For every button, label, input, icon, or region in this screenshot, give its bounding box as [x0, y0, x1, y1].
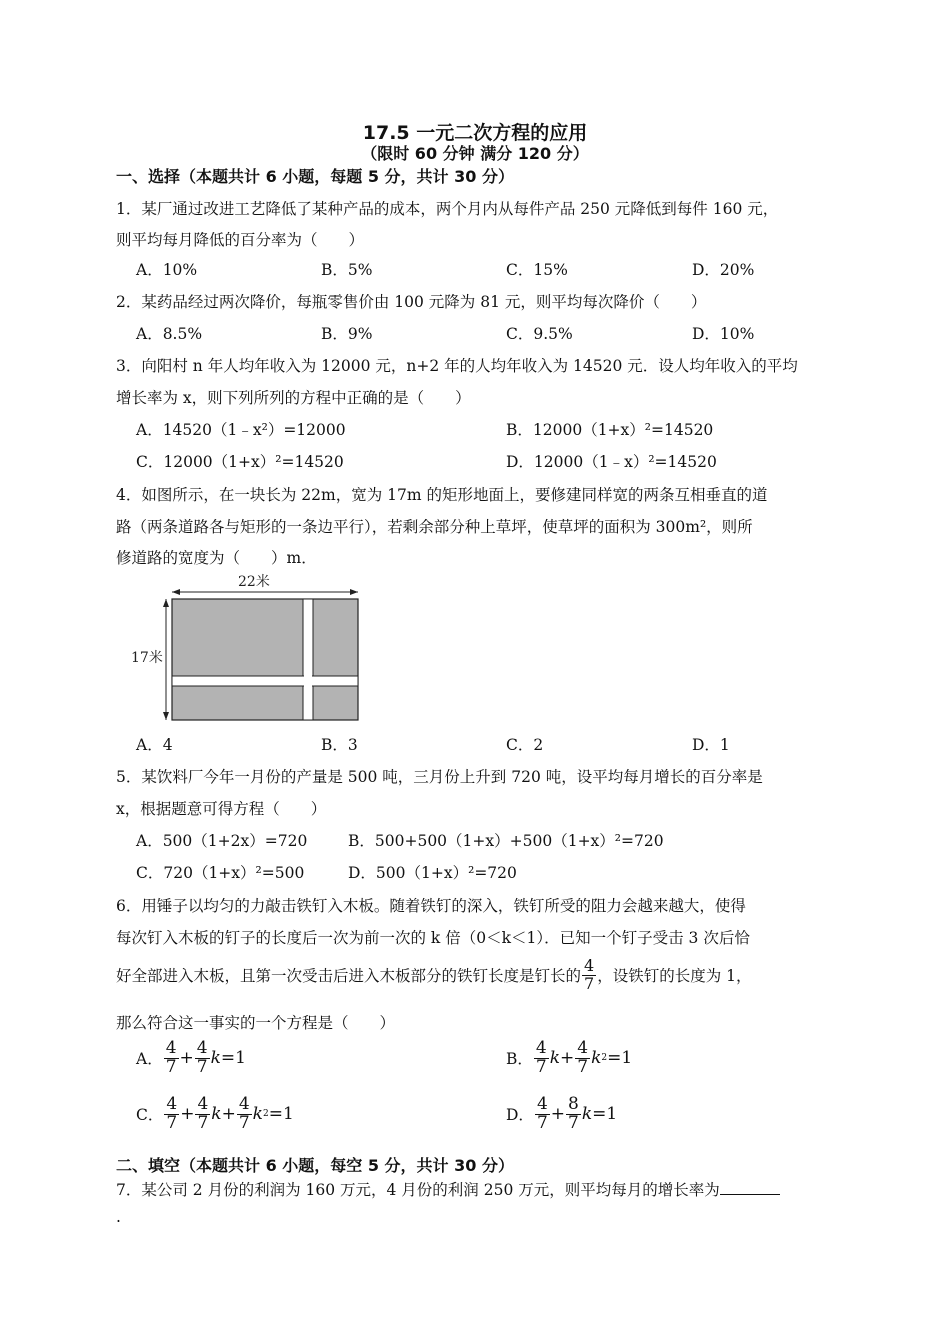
- q7-text-line1: [116, 1178, 836, 1200]
- q4-text-line3: 修道路的宽度为（ ）m．: [116, 549, 317, 567]
- q1-option-b[interactable]: B．5%: [321, 261, 373, 279]
- road-intersection: [304, 675, 312, 687]
- q5-option-d[interactable]: D．500（1+x）²=720: [348, 864, 517, 882]
- frac-den: 7: [238, 1112, 250, 1133]
- q4-option-a[interactable]: A．4: [136, 736, 173, 754]
- var-k: k: [549, 1048, 561, 1069]
- q6-text-line3: [116, 955, 836, 995]
- q3-option-d[interactable]: D．12000（1﹣x）²=14520: [506, 453, 717, 471]
- q2-option-a[interactable]: A．8.5%: [136, 325, 203, 343]
- q7-text-line2: .: [116, 1208, 121, 1226]
- field-rect: [172, 599, 358, 720]
- q6-line3-start: 好全部进入木板，且第一次受击后进入木板部分的铁钉长度是钉长的: [116, 967, 582, 985]
- frac-den: 7: [166, 1112, 178, 1133]
- q7-text: 7．某公司 2 月份的利润为 160 万元，4 月份的利润 250 万元，则平均每月的增长率为: [116, 1181, 720, 1199]
- equals-one: =1: [607, 1048, 633, 1069]
- q5-text-line2: x，根据题意可得方程（ ）: [116, 800, 327, 818]
- q5-text-line1: 5．某饮料厂今年一月份的产量是 500 吨，三月份上升到 720 吨，设平均每月增长的百分率是: [116, 768, 763, 786]
- frac-den: 7: [196, 1056, 208, 1077]
- q6-option-b-label: B．: [506, 1050, 533, 1069]
- horizontal-road: [172, 676, 358, 686]
- q3-option-b[interactable]: B．12000（1+x）²=14520: [506, 421, 714, 439]
- q2-option-b[interactable]: B．9%: [321, 325, 373, 343]
- width-arrow-right: [350, 589, 358, 595]
- q6-text-line4: 那么符合这一事实的一个方程是（ ）: [116, 1014, 396, 1032]
- frac: [534, 1040, 549, 1077]
- q7-answer-blank[interactable]: [720, 1180, 780, 1195]
- q4-option-c[interactable]: C．2: [506, 736, 544, 754]
- q6-option-a[interactable]: [136, 1040, 246, 1077]
- frac-den: 7: [165, 1056, 177, 1077]
- var-k: k: [211, 1104, 222, 1125]
- q2-option-c[interactable]: C．9.5%: [506, 325, 573, 343]
- var-k: k: [591, 1048, 602, 1069]
- frac-den: 7: [568, 1112, 579, 1133]
- frac: [575, 1040, 590, 1077]
- frac-num: 8: [568, 1094, 579, 1114]
- q3-option-a[interactable]: A．14520（1﹣x²）=12000: [136, 421, 346, 439]
- q2-text-line1: 2．某药品经过两次降价，每瓶零售价由 100 元降为 81 元，则平均每次降价（ ）: [116, 293, 707, 311]
- q1-option-a[interactable]: A．10%: [136, 261, 198, 279]
- q6-line3-end: ，设铁钉的长度为 1，: [597, 967, 752, 985]
- q6-option-c-label: C．: [136, 1106, 164, 1125]
- q3-text-line2: 增长率为 x，则下列所列的方程中正确的是（ ）: [116, 389, 471, 407]
- q6-fraction-4-7: [582, 955, 596, 993]
- vertical-road: [303, 599, 313, 720]
- frac-den: 7: [536, 1112, 548, 1133]
- var-k: k: [210, 1048, 221, 1069]
- frac-den: 7: [535, 1056, 547, 1077]
- frac-num: 4: [197, 1094, 209, 1114]
- equals-one: =1: [592, 1104, 618, 1125]
- q1-text-line1: 1．某厂通过改进工艺降低了某种产品的成本，两个月内从每件产品 250 元降低到每件 160 元，: [116, 200, 779, 218]
- q1-option-d[interactable]: D．20%: [692, 261, 755, 279]
- frac-num: 4: [166, 1094, 178, 1114]
- plus-sign: +: [221, 1104, 236, 1125]
- q2-option-d[interactable]: D．10%: [692, 325, 755, 343]
- exponent-2: 2: [601, 1053, 608, 1064]
- frac-num: 4: [165, 1038, 177, 1058]
- frac-den: 7: [197, 1112, 209, 1133]
- frac: [195, 1040, 210, 1077]
- frac-num: 4: [577, 1038, 589, 1058]
- plus-sign: +: [560, 1048, 575, 1069]
- frac-num: 4: [238, 1094, 250, 1114]
- frac-den: 7: [577, 1056, 589, 1077]
- q6-text-line2: 每次钉入木板的钉子的长度后一次为前一次的 k 倍（0＜k＜1）．已知一个钉子受击 3 次后恰: [116, 929, 750, 947]
- height-arrow-top: [163, 599, 169, 607]
- height-label: 17米: [131, 650, 163, 666]
- q6-option-d-label: D．: [506, 1106, 534, 1125]
- q3-option-c[interactable]: C．12000（1+x）²=14520: [136, 453, 344, 471]
- q1-text-line2: 则平均每月降低的百分率为（ ）: [116, 231, 365, 249]
- plus-sign: +: [180, 1104, 195, 1125]
- height-arrow-bottom: [163, 712, 169, 720]
- q6-option-d[interactable]: [506, 1096, 617, 1133]
- q6-text-line1: 6．用锤子以均匀的力敲击铁钉入木板。随着铁钉的深入，铁钉所受的阻力会越来越大，使得: [116, 897, 746, 915]
- section-heading-fill: 二、填空（本题共计 6 小题，每空 5 分，共计 30 分）: [116, 1156, 514, 1175]
- equals-one: =1: [268, 1104, 294, 1125]
- q6-option-a-label: A．: [136, 1050, 163, 1069]
- width-arrow-left: [172, 589, 180, 595]
- q6-option-b[interactable]: [506, 1040, 632, 1077]
- q4-road-figure: [128, 570, 368, 725]
- frac-num: 4: [535, 1038, 547, 1058]
- page-title: 17.5 一元二次方程的应用: [362, 122, 588, 144]
- q5-option-b[interactable]: B．500+500（1+x）+500（1+x）²=720: [348, 832, 664, 850]
- q4-option-d[interactable]: D．1: [692, 736, 730, 754]
- q4-text-line1: 4．如图所示，在一块长为 22m，宽为 17m 的矩形地面上，要修建同样宽的两条互相垂直的道: [116, 486, 768, 504]
- frac-num: 4: [196, 1038, 208, 1058]
- frac: [164, 1096, 179, 1133]
- frac: [237, 1096, 252, 1133]
- equals-one: =1: [220, 1048, 246, 1069]
- width-label: 22米: [238, 574, 270, 590]
- frac-num: 4: [584, 955, 595, 975]
- q5-option-c[interactable]: C．720（1+x）²=500: [136, 864, 305, 882]
- var-k: k: [252, 1104, 263, 1125]
- exponent-2: 2: [262, 1109, 269, 1120]
- q3-text-line1: 3．向阳村 n 年人均年收入为 12000 元，n+2 年的人均年收入为 14520 元．设人均年收入的平均: [116, 357, 798, 375]
- q6-option-c[interactable]: [136, 1096, 294, 1133]
- q4-option-b[interactable]: B．3: [321, 736, 358, 754]
- section-heading-choice: 一、选择（本题共计 6 小题，每题 5 分，共计 30 分）: [116, 167, 514, 186]
- var-k: k: [581, 1104, 593, 1125]
- frac: [535, 1096, 550, 1133]
- q5-option-a[interactable]: A．500（1+2x）=720: [136, 832, 308, 850]
- frac: [164, 1040, 179, 1077]
- frac: [566, 1096, 581, 1133]
- frac-num: 4: [536, 1094, 548, 1114]
- page-subtitle: （限时 60 分钟 满分 120 分）: [361, 144, 589, 163]
- frac-den: 7: [584, 973, 595, 993]
- q4-text-line2: 路（两条道路各与矩形的一条边平行），若剩余部分种上草坪，使草坪的面积为 300m²，则所: [116, 518, 753, 536]
- plus-sign: +: [550, 1104, 566, 1125]
- q1-option-c[interactable]: C．15%: [506, 261, 568, 279]
- frac: [195, 1096, 210, 1133]
- plus-sign: +: [179, 1048, 194, 1069]
